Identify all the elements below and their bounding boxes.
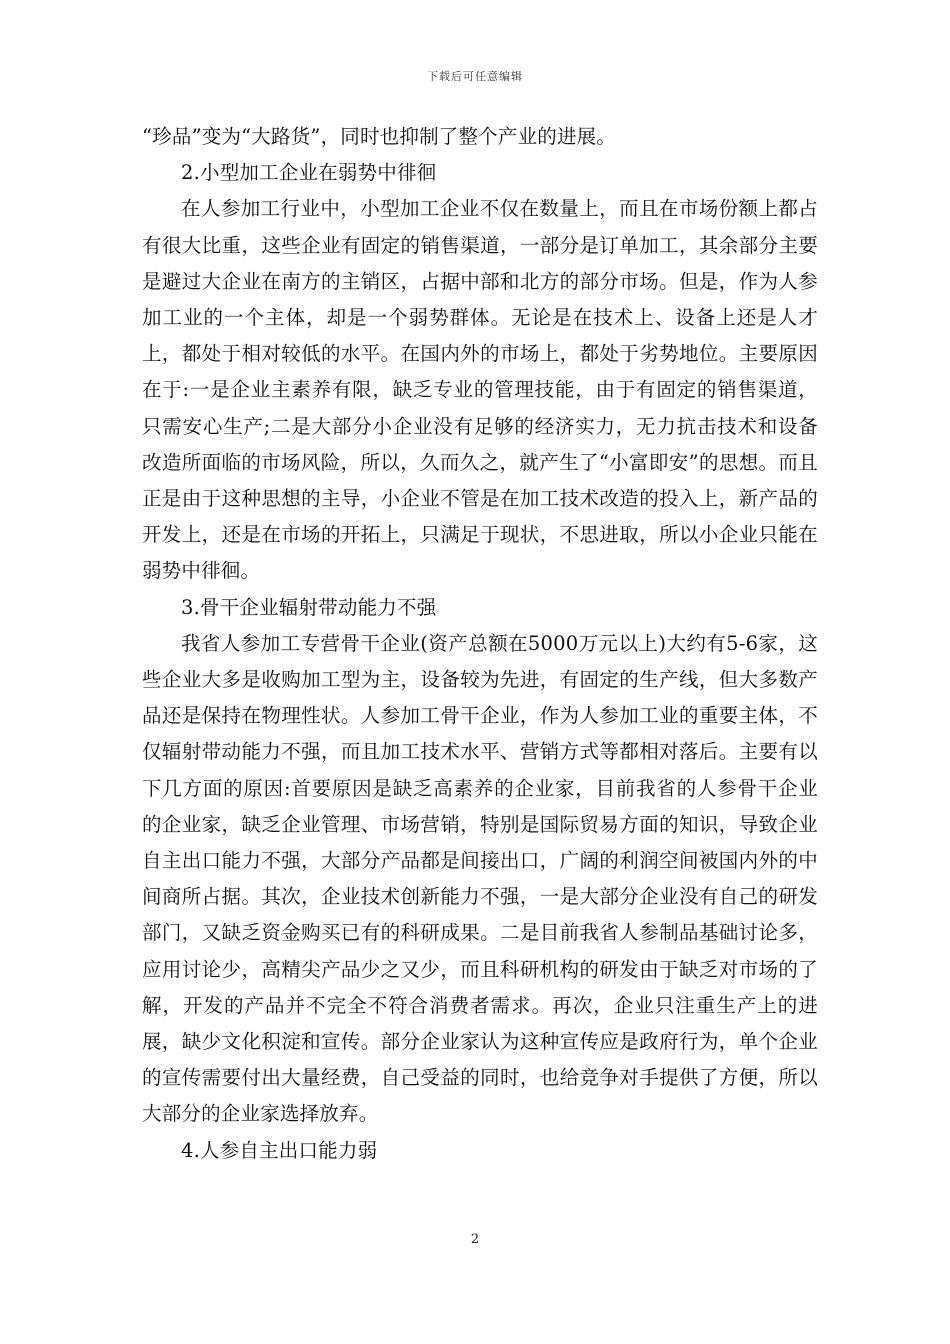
paragraph-key-enterprises: 我省人参加工专营骨干企业(资产总额在5000万元以上)大约有5-6家，这些企业大多是收购加工型为主，设备较为先进，有固定的生产线，但大多数产品还是保持在物理性状。人参加工骨干企业，作为人参加工业的重要主体，不仅辐射带动能力不强，而且加工技术水平、营销方式等都相对落后。主要有以下几方面的原因:首要原因是缺乏高素养的企业家，目前我省的人参骨干企业的企业家，缺乏企业管理、市场营销，特别是国际贸易方面的知识，导致企业自主出口能力不强，大部分产品都是间接出口，广阔的利润空间被国内外的中间商所占据。其次，企业技术创新能力不强，一是大部分企业没有自己的研发部门，又缺乏资金购买已有的科研成果。二是目前我省人参制品基础讨论多，应用讨论少，高精尖产品少之又少，而且科研机构的研发由于缺乏对市场的了解，开发的产品并不完全不符合消费者需求。再次，企业只注重生产上的进展，缺少文化积淀和宣传。部分企业家认为这种宣传应是政府行为，单个企业的宣传需要付出大量经费，自己受益的同时，也给竞争对手提供了方便，所以大部分的企业家选择放弃。 [142, 631, 818, 1126]
page-header [0, 68, 950, 84]
section-heading-2: 2.小型加工企业在弱势中徘徊 [181, 161, 437, 185]
header-text: 下载后可任意编辑 [427, 70, 523, 83]
section-heading-3: 3.骨干企业辐射带动能力不强 [181, 595, 437, 619]
paragraph-continuation: “珍品”变为“大路货”，同时也抑制了整个产业的进展。 [142, 125, 617, 148]
paragraph-small-enterprises: 在人参加工行业中，小型加工企业不仅在数量上，而且在市场份额上都占有很大比重，这些企业有固定的销售渠道，一部分是订单加工，其余部分主要是避过大企业在南方的主销区，占据中部和北方的部分市场。但是，作为人参加工业的一个主体，却是一个弱势群体。无论是在技术上、设备上还是人才上，都处于相对较低的水平。在国内外的市场上，都处于劣势地位。主要原因在于:一是企业主素养有限，缺乏专业的管理技能，由于有固定的销售渠道，只需安心生产;二是大部分小企业没有足够的经济实力，无力抗击技术和设备改造所面临的市场风险，所以，久而久之，就产生了“小富即安”的思想。而且正是由于这种思想的主导，小企业不管是在加工技术改造的投入上，新产品的开发上，还是在市场的开拓上，只满足于现状，不思进取，所以小企业只能在弱势中徘徊。 [142, 197, 818, 583]
page-number: 2 [470, 1232, 480, 1247]
document-body [142, 119, 818, 1169]
page-footer [0, 1232, 950, 1247]
section-heading-4: 4.人参自主出口能力弱 [181, 1138, 378, 1162]
